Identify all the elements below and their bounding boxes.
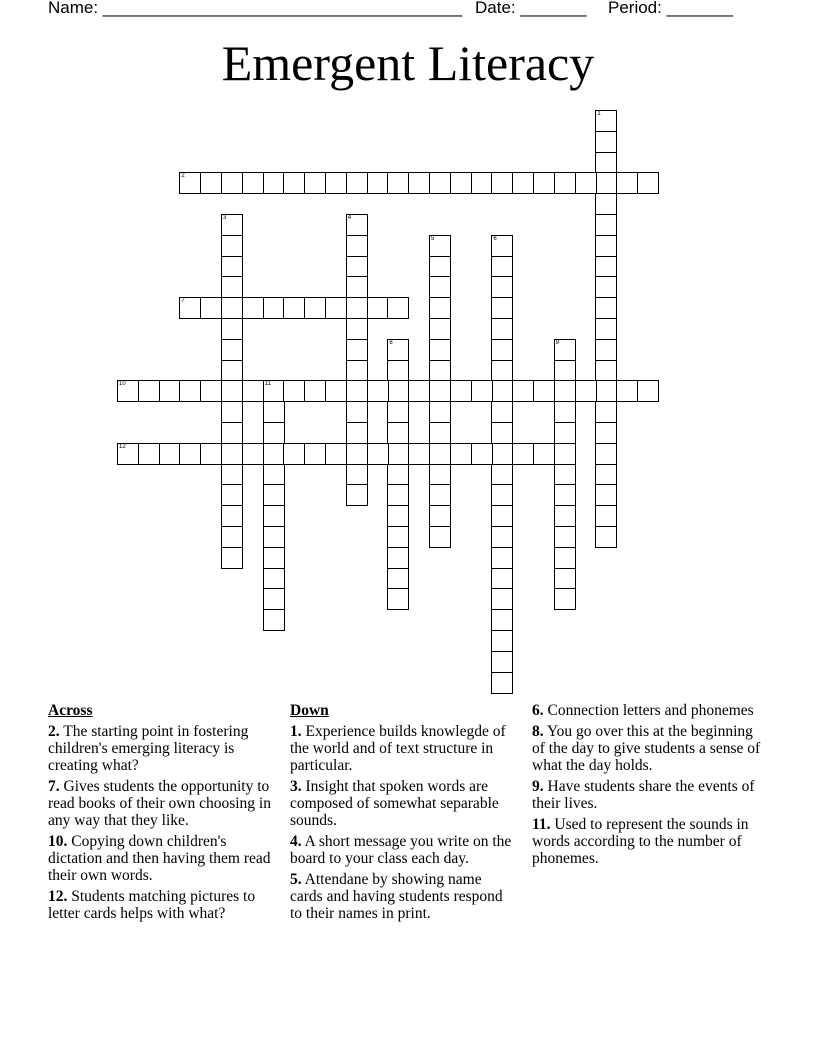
clue-number: 4. [290, 833, 302, 850]
clue-number: 12. [48, 888, 68, 905]
grid-cell[interactable] [575, 380, 597, 402]
grid-cell[interactable] [263, 422, 285, 444]
grid-cell[interactable] [221, 214, 243, 236]
grid-cell[interactable] [554, 443, 576, 465]
grid-cell[interactable] [179, 380, 201, 402]
grid-cell[interactable] [346, 443, 368, 465]
grid-cell[interactable] [159, 443, 181, 465]
clue-item [48, 888, 273, 922]
grid-cell[interactable] [221, 464, 243, 486]
grid-cell[interactable] [429, 297, 451, 319]
grid-cell[interactable] [367, 297, 389, 319]
clue-item [290, 871, 518, 922]
cell-number: 8 [389, 339, 393, 346]
grid-cell[interactable] [471, 172, 493, 194]
grid-cell[interactable] [408, 443, 430, 465]
grid-cell[interactable] [387, 360, 409, 382]
grid-cell[interactable] [450, 380, 472, 402]
grid-cell[interactable] [554, 547, 576, 569]
cell-number: 6 [493, 235, 497, 242]
grid-cell[interactable] [263, 464, 285, 486]
clue-item [532, 702, 768, 719]
grid-cell[interactable] [575, 172, 597, 194]
clue-item [48, 778, 273, 829]
across-clue-list [48, 723, 273, 922]
grid-cell[interactable] [200, 443, 222, 465]
grid-cell[interactable] [554, 172, 576, 194]
grid-cell[interactable] [429, 360, 451, 382]
grid-cell[interactable] [554, 568, 576, 590]
grid-cell[interactable] [138, 443, 160, 465]
grid-cell[interactable] [200, 297, 222, 319]
cell-number: 5 [431, 235, 435, 242]
grid-cell[interactable] [346, 235, 368, 257]
grid-cell[interactable] [346, 256, 368, 278]
clue-number: 5. [290, 871, 302, 888]
grid-cell[interactable] [304, 380, 326, 402]
grid-cell[interactable] [263, 443, 285, 465]
grid-cell[interactable] [346, 464, 368, 486]
grid-cell[interactable] [263, 588, 285, 610]
grid-cell[interactable] [491, 276, 513, 298]
grid-cell[interactable] [429, 380, 451, 402]
grid-cell[interactable] [595, 235, 617, 257]
name-field[interactable]: Name: ______________________________________ [48, 0, 463, 17]
clue-item [290, 833, 518, 867]
grid-cell[interactable] [387, 526, 409, 548]
grid-cell[interactable] [138, 380, 160, 402]
grid-cell[interactable] [387, 443, 409, 465]
grid-cell[interactable] [491, 235, 513, 257]
clue-text: Gives students the opportunity to read books of their own choosing in any way that they like. [48, 778, 271, 829]
clues-section [0, 700, 816, 1040]
cell-number: 11 [264, 381, 271, 388]
grid-cell[interactable] [554, 484, 576, 506]
cell-number: 7 [181, 298, 185, 305]
grid-cell[interactable] [387, 422, 409, 444]
grid-cell[interactable] [346, 380, 368, 402]
grid-cell[interactable] [595, 464, 617, 486]
grid-cell[interactable] [263, 484, 285, 506]
grid-cell[interactable] [387, 568, 409, 590]
cell-number: 2 [181, 173, 185, 180]
grid-cell[interactable] [221, 547, 243, 569]
clue-number: 2. [48, 723, 60, 740]
grid-cell[interactable] [221, 297, 243, 319]
grid-cell[interactable] [554, 422, 576, 444]
grid-cell[interactable] [637, 172, 659, 194]
cell-number: 12 [119, 443, 126, 450]
grid-cell[interactable] [554, 360, 576, 382]
grid-cell[interactable] [491, 609, 513, 631]
grid-cell[interactable] [159, 380, 181, 402]
clue-item [290, 723, 518, 774]
grid-cell[interactable] [221, 318, 243, 340]
down-clues-column-2 [532, 702, 768, 871]
date-field[interactable]: Date: _______ [475, 0, 587, 17]
grid-cell[interactable] [554, 505, 576, 527]
grid-cell[interactable] [283, 443, 305, 465]
grid-cell[interactable] [429, 422, 451, 444]
cell-number: 4 [347, 215, 352, 221]
grid-cell[interactable] [221, 526, 243, 548]
grid-cell[interactable] [491, 464, 513, 486]
grid-cell[interactable] [346, 276, 368, 298]
grid-cell[interactable] [221, 422, 243, 444]
grid-cell[interactable] [512, 380, 534, 402]
clue-item [48, 833, 273, 884]
grid-cell[interactable] [554, 526, 576, 548]
grid-cell[interactable] [491, 360, 513, 382]
grid-cell[interactable] [595, 484, 617, 506]
grid-cell[interactable] [429, 318, 451, 340]
grid-cell[interactable] [242, 172, 264, 194]
grid-cell[interactable] [533, 172, 555, 194]
grid-cell[interactable] [429, 172, 451, 194]
grid-cell[interactable] [471, 443, 493, 465]
grid-cell[interactable] [242, 297, 264, 319]
grid-cell[interactable] [325, 443, 347, 465]
grid-cell[interactable] [471, 380, 493, 402]
clue-text: The starting point in fostering children's emerging literacy is creating what? [48, 723, 249, 774]
grid-cell[interactable] [387, 297, 409, 319]
grid-cell[interactable] [387, 505, 409, 527]
grid-cell[interactable] [533, 443, 555, 465]
grid-cell[interactable] [263, 526, 285, 548]
period-field[interactable]: Period: _______ [608, 0, 733, 17]
grid-cell[interactable] [263, 505, 285, 527]
grid-cell[interactable] [533, 380, 555, 402]
grid-cell[interactable] [429, 276, 451, 298]
grid-cell[interactable] [491, 484, 513, 506]
grid-cell[interactable] [283, 297, 305, 319]
grid-cell[interactable] [179, 297, 201, 319]
grid-cell[interactable] [512, 443, 534, 465]
grid-cell[interactable] [387, 380, 409, 402]
grid-cell[interactable] [367, 172, 389, 194]
grid-cell[interactable] [304, 443, 326, 465]
clue-item [532, 778, 768, 812]
grid-cell[interactable] [221, 443, 243, 465]
grid-cell[interactable] [491, 339, 513, 361]
cell-number: 1 [597, 111, 601, 117]
grid-cell[interactable] [637, 380, 659, 402]
grid-cell[interactable] [595, 339, 617, 361]
grid-cell[interactable] [387, 401, 409, 423]
grid-cell[interactable] [304, 172, 326, 194]
grid-cell[interactable] [450, 443, 472, 465]
grid-cell[interactable] [595, 131, 617, 153]
clue-text: Have students share the events of their lives. [532, 778, 755, 812]
grid-cell[interactable] [429, 235, 451, 257]
grid-cell[interactable] [595, 214, 617, 236]
grid-cell[interactable] [221, 484, 243, 506]
clue-number: 7. [48, 778, 60, 795]
down-clue-list-continued [532, 702, 768, 867]
grid-cell[interactable] [221, 256, 243, 278]
grid-cell[interactable] [263, 172, 285, 194]
grid-cell[interactable] [616, 172, 638, 194]
grid-cell[interactable] [595, 505, 617, 527]
grid-cell[interactable] [221, 276, 243, 298]
grid-cell[interactable] [283, 172, 305, 194]
clue-text: Experience builds knowlegde of the world and of text structure in particular. [290, 723, 506, 774]
grid-cell[interactable] [429, 505, 451, 527]
grid-cell[interactable] [346, 422, 368, 444]
grid-cell[interactable] [242, 443, 264, 465]
grid-cell[interactable] [221, 401, 243, 423]
grid-cell[interactable] [491, 651, 513, 673]
clue-text: Connection letters and phonemes [547, 702, 754, 719]
grid-cell[interactable] [616, 380, 638, 402]
grid-cell[interactable] [491, 547, 513, 569]
clue-text: A short message you write on the board to your class each day. [290, 833, 512, 867]
grid-cell[interactable] [325, 380, 347, 402]
grid-cell[interactable] [595, 276, 617, 298]
grid-cell[interactable] [595, 443, 617, 465]
grid-cell[interactable] [304, 297, 326, 319]
grid-cell[interactable] [450, 172, 472, 194]
grid-cell[interactable] [263, 568, 285, 590]
grid-cell[interactable] [408, 172, 430, 194]
grid-cell[interactable] [346, 318, 368, 340]
grid-cell[interactable] [429, 443, 451, 465]
grid-cell[interactable] [491, 443, 513, 465]
grid-cell[interactable] [346, 339, 368, 361]
clue-number: 11. [532, 816, 551, 833]
grid-cell[interactable] [387, 172, 409, 194]
grid-cell[interactable] [429, 526, 451, 548]
clue-text: Attendane by showing name cards and having students respond to their names in print. [290, 871, 503, 922]
grid-cell[interactable] [554, 588, 576, 610]
clue-number: 8. [532, 723, 544, 740]
grid-cell[interactable] [387, 484, 409, 506]
grid-cell[interactable] [595, 152, 617, 174]
grid-cell[interactable] [408, 380, 430, 402]
grid-cell[interactable] [221, 380, 243, 402]
grid-cell[interactable] [491, 380, 513, 402]
grid-cell[interactable] [200, 380, 222, 402]
grid-cell[interactable] [595, 401, 617, 423]
clue-text: Used to represent the sounds in words according to the number of phonemes. [532, 816, 749, 867]
grid-cell[interactable] [242, 380, 264, 402]
clue-item [532, 816, 768, 867]
down-clues-column-1 [290, 702, 518, 926]
grid-cell[interactable] [429, 256, 451, 278]
grid-cell[interactable] [283, 380, 305, 402]
clue-item [290, 778, 518, 829]
grid-cell[interactable] [491, 422, 513, 444]
clue-number: 10. [48, 833, 68, 850]
grid-cell[interactable] [491, 672, 513, 694]
grid-cell[interactable] [491, 505, 513, 527]
clue-text: Students matching pictures to letter cards helps with what? [48, 888, 256, 922]
clue-number: 9. [532, 778, 544, 795]
puzzle-title: Emergent Literacy [221, 35, 595, 91]
grid-cell[interactable] [179, 172, 201, 194]
grid-cell[interactable] [387, 547, 409, 569]
grid-cell[interactable] [595, 360, 617, 382]
grid-cell[interactable] [221, 360, 243, 382]
grid-cell[interactable] [346, 214, 368, 236]
grid-cell[interactable] [325, 297, 347, 319]
grid-cell[interactable] [117, 380, 139, 402]
grid-cell[interactable] [554, 339, 576, 361]
grid-cell[interactable] [491, 256, 513, 278]
grid-cell[interactable] [346, 297, 368, 319]
grid-cell[interactable] [595, 318, 617, 340]
grid-cell[interactable] [491, 526, 513, 548]
grid-cell[interactable] [221, 339, 243, 361]
grid-cell[interactable] [491, 588, 513, 610]
grid-cell[interactable] [179, 443, 201, 465]
clue-number: 3. [290, 778, 302, 795]
grid-cell[interactable] [554, 464, 576, 486]
grid-cell[interactable] [429, 401, 451, 423]
clue-text: Insight that spoken words are composed of somewhat separable sounds. [290, 778, 499, 829]
grid-cell[interactable] [491, 172, 513, 194]
grid-cell[interactable] [367, 443, 389, 465]
grid-cell[interactable] [491, 401, 513, 423]
grid-cell[interactable] [346, 484, 368, 506]
grid-cell[interactable] [221, 505, 243, 527]
grid-cell[interactable] [595, 297, 617, 319]
grid-cell[interactable] [491, 630, 513, 652]
grid-cell[interactable] [491, 297, 513, 319]
clue-number: 1. [290, 723, 302, 740]
grid-cell[interactable] [387, 339, 409, 361]
grid-cell[interactable] [387, 588, 409, 610]
grid-cell[interactable] [554, 380, 576, 402]
clue-text: Copying down children's dictation and then having them read their own words. [48, 833, 271, 884]
down-clue-list [290, 723, 518, 922]
grid-cell[interactable] [429, 484, 451, 506]
grid-cell[interactable] [263, 547, 285, 569]
grid-cell[interactable] [595, 526, 617, 548]
grid-cell[interactable] [346, 172, 368, 194]
grid-cell[interactable] [595, 172, 617, 194]
clue-item [48, 723, 273, 774]
grid-cell[interactable] [263, 401, 285, 423]
grid-cell[interactable] [595, 110, 617, 132]
grid-cell[interactable] [263, 380, 285, 402]
grid-cell[interactable] [491, 568, 513, 590]
down-heading: Down [290, 702, 329, 719]
grid-cell[interactable] [325, 172, 347, 194]
grid-cell[interactable] [221, 235, 243, 257]
grid-cell[interactable] [387, 464, 409, 486]
grid-cell[interactable] [595, 380, 617, 402]
grid-cell[interactable] [263, 297, 285, 319]
clue-number: 6. [532, 702, 544, 719]
grid-cell[interactable] [429, 464, 451, 486]
clue-text: You go over this at the beginning of the day to give students a sense of what the day holds. [532, 723, 761, 774]
grid-cell[interactable] [346, 401, 368, 423]
grid-cell[interactable] [595, 193, 617, 215]
grid-cell[interactable] [263, 609, 285, 631]
grid-cell[interactable] [595, 256, 617, 278]
grid-cell[interactable] [491, 318, 513, 340]
across-heading: Across [48, 702, 93, 719]
cell-number: 9 [555, 339, 560, 346]
grid-cell[interactable] [200, 172, 222, 194]
across-clues-column [48, 702, 273, 926]
grid-cell[interactable] [512, 172, 534, 194]
grid-cell[interactable] [367, 380, 389, 402]
cell-number: 10 [119, 381, 126, 388]
grid-cell[interactable] [346, 360, 368, 382]
grid-cell[interactable] [554, 401, 576, 423]
grid-cell[interactable] [221, 172, 243, 194]
grid-cell[interactable] [595, 422, 617, 444]
clue-item [532, 723, 768, 774]
grid-cell[interactable] [429, 339, 451, 361]
cell-number: 3 [223, 215, 227, 221]
grid-cell[interactable] [117, 443, 139, 465]
